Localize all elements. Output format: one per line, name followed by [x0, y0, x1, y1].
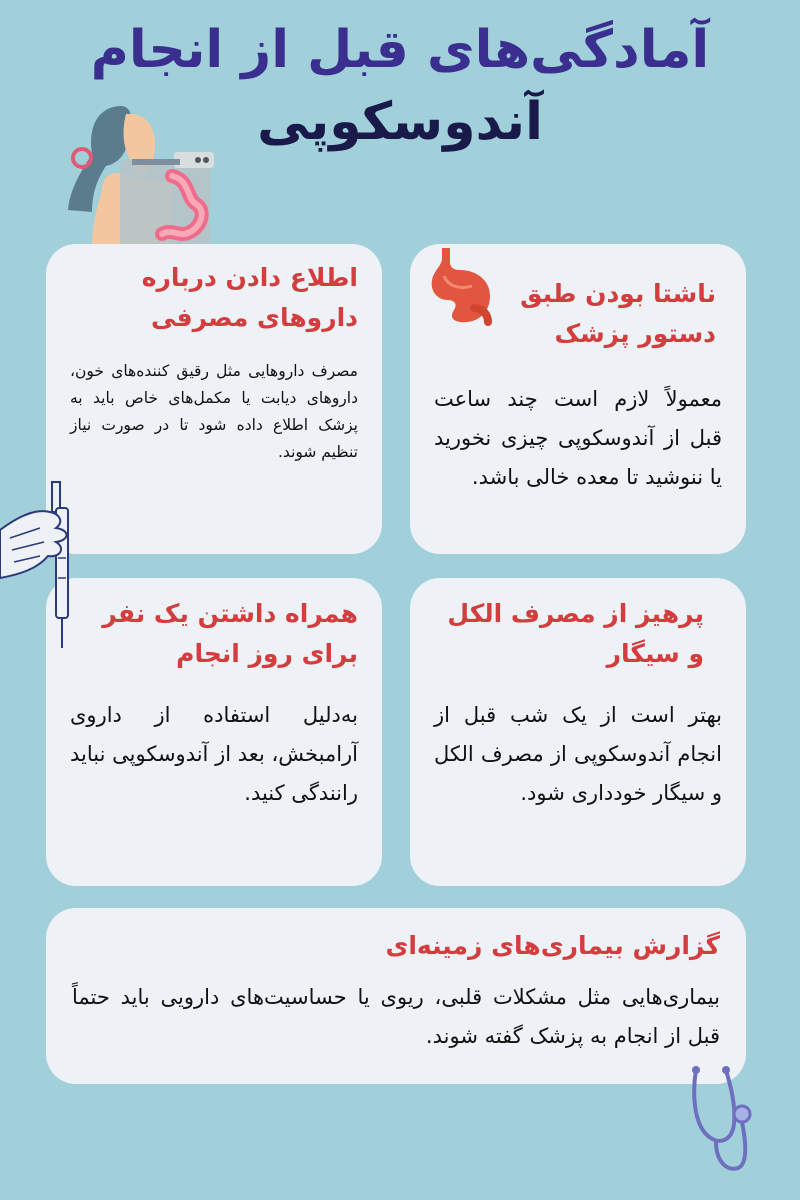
card-body: بیماری‌هایی مثل مشکلات قلبی، ریوی یا حساسیت‌های دارویی باید حتماً قبل از انجام به پزشک گفته شوند. [72, 985, 720, 1048]
card-title: همراه داشتن یک نفر برای روز انجام [102, 599, 358, 668]
title-line-1: آمادگی‌های قبل از انجام [90, 20, 710, 80]
card-title: ناشتا بودن طبق دستور پزشک [520, 279, 716, 348]
card-underlying-diseases [46, 908, 746, 1084]
card-medications [46, 244, 382, 554]
card-body: مصرف داروهایی مثل رقیق کننده‌های خون، داروهای دیابت یا مکمل‌های خاص باید به پزشک اطلاع داده شود تا در صورت نیاز تنظیم شوند. [70, 362, 358, 461]
card-title: اطلاع دادن درباره داروهای مصرفی [141, 263, 358, 332]
card-title: گزارش بیماری‌های زمینه‌ای [385, 931, 720, 960]
card-body: به‌دلیل استفاده از داروی آرامبخش، بعد از آندوسکوپی نباید رانندگی کنید. [70, 703, 358, 805]
card-alcohol-smoking [410, 578, 746, 886]
card-title: پرهیز از مصرف الکل و سیگار [447, 599, 704, 668]
stomach-icon [424, 246, 496, 326]
syringe-hand-illustration [0, 478, 78, 654]
stethoscope-icon [686, 1064, 756, 1176]
patient-endoscopy-illustration [62, 100, 222, 248]
card-body: بهتر است از یک شب قبل از انجام آندوسکوپی از مصرف الکل و سیگار خودداری شود. [434, 703, 722, 805]
card-companion [46, 578, 382, 886]
card-body: معمولاً لازم است چند ساعت قبل از آندوسکوپی چیزی نخورید یا ننوشید تا معده خالی باشد. [434, 387, 722, 489]
title-line-2: آندوسکوپی [257, 92, 543, 152]
